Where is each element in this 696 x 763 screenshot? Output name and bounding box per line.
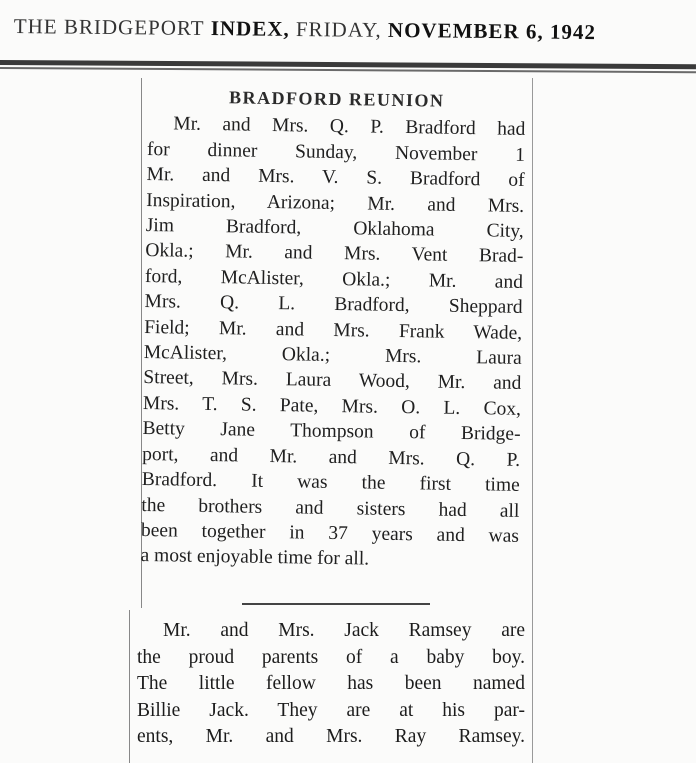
- bradford-reunion-article: [140, 84, 526, 575]
- masthead: [14, 14, 686, 61]
- article-line: ents, Mr. and Mrs. Ray Ramsey.: [137, 726, 525, 747]
- column-rule-left-lower: [129, 610, 130, 763]
- article-headline: BRADFORD REUNION: [228, 87, 445, 111]
- article-line-last: a most enjoyable time for all.: [140, 545, 370, 570]
- article-line: Mrs. T. S. Pate, Mrs. O. L. Cox,: [142, 392, 522, 420]
- article-line: Mr. and Mrs. V. S. Bradford of: [146, 164, 525, 192]
- article-line: Okla.; Mr. and Mrs. Vent Brad-: [145, 240, 524, 268]
- article-line: Billie Jack. They are at his par-: [137, 699, 525, 721]
- article-line: the proud parents of a baby boy.: [137, 646, 525, 668]
- article-line: port, and Mr. and Mrs. Q. P.: [142, 443, 521, 471]
- article-line: Field; Mr. and Mrs. Frank Wade,: [144, 316, 523, 344]
- article-line: McAlister, Okla.; Mrs. Laura: [143, 342, 522, 369]
- article-line: Street, Mrs. Laura Wood, Mr. and: [143, 367, 522, 395]
- article-line: Jim Bradford, Oklahoma City,: [145, 215, 524, 242]
- article-divider: [242, 603, 430, 605]
- masthead-index: INDEX,: [210, 16, 290, 41]
- masthead-date: NOVEMBER 6, 1942: [387, 17, 597, 45]
- article-line: Bradford. It was the first time: [141, 469, 520, 496]
- article-line: for dinner Sunday, November 1: [146, 138, 526, 166]
- column-rule-right: [532, 78, 533, 763]
- masthead-day: FRIDAY,: [295, 16, 382, 42]
- article-line: Mrs. Q. L. Bradford, Sheppard: [144, 291, 523, 319]
- article-line: the brothers and sisters had all: [141, 494, 520, 522]
- article-line: Mr. and Mrs. Jack Ramsey are: [163, 620, 525, 641]
- article-line: Inspiration, Arizona; Mr. and Mrs.: [146, 189, 525, 217]
- article-line: The little fellow has been named: [137, 673, 525, 694]
- article-line: Mr. and Mrs. Q. P. Bradford had: [173, 113, 526, 141]
- article-line: been together in 37 years and was: [140, 519, 520, 547]
- article-line: ford, McAlister, Okla.; Mr. and: [144, 265, 524, 293]
- article-line: Betty Jane Thompson of Bridge-: [142, 418, 521, 446]
- masthead-paper-name: THE BRIDGEPORT: [13, 14, 205, 40]
- ramsey-birth-article: [137, 618, 525, 751]
